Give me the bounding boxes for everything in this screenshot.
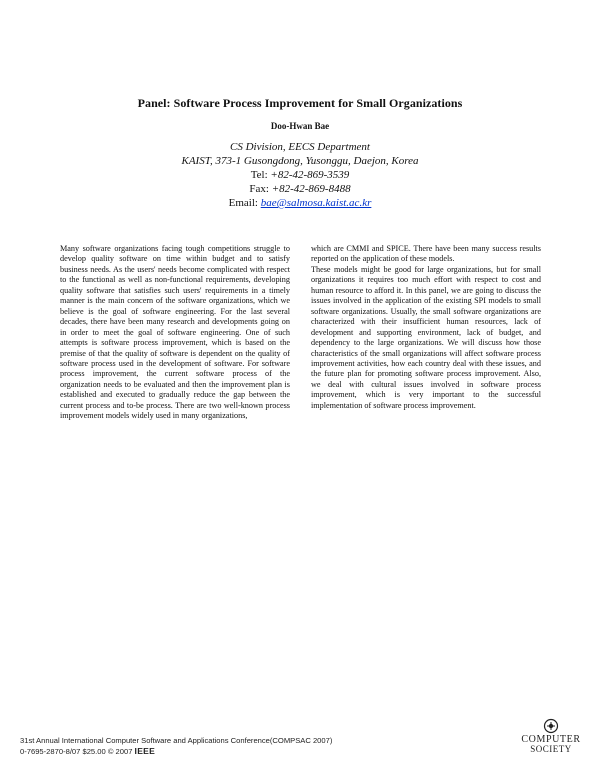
isbn-line (20, 746, 332, 757)
body-paragraph: These models might be good for large organizations, but for small organizations it requires too much effort with respect to cost and human resource to afford it. In this panel, we are going to discuss the issues involved in the application of the existing SPI models to small software organizations. Usually, the small software organizations are characterized with their insufficient human resources, lack of development and supporting environment, lack of budget, and dependency to the large organizations. We will discuss how those characteristics of the small organizations will affect software process improvement activities, how each country deal with these issues, and the future plan for promoting software process improvement. Also, we deal with cultural issues involved in software process improvement, which is very important to the successful implementation of software process improvement. (311, 264, 541, 410)
affiliation-department: CS Division, EECS Department (230, 141, 370, 153)
body-column-left (60, 244, 290, 422)
logo-text-line1: COMPUTER (521, 734, 581, 745)
affiliation-block (0, 140, 600, 210)
conference-line: 31st Annual International Computer Software and Applications Conference(COMPSAC 2007) (20, 736, 333, 745)
affiliation-fax (0, 182, 600, 196)
page-footer (20, 736, 332, 757)
email-label: Email: (228, 197, 261, 209)
author-name: Doo-Hwan Bae (270, 121, 330, 131)
ieee-logo-text: IEEE (134, 746, 156, 756)
email-link[interactable]: bae@salmosa.kaist.ac.kr (260, 197, 372, 209)
fax-number: +82-42-869-8488 (271, 183, 351, 195)
isbn-text: 0-7695-2870-8/07 $25.00 © 2007 (20, 747, 135, 756)
paper-title: Panel: Software Process Improvement for Small Organizations (137, 96, 463, 110)
body-column-right (311, 244, 541, 411)
computer-society-seal-icon (542, 718, 560, 734)
affiliation-address: KAIST, 373-1 Gusongdong, Yusonggu, Daejon, Korea (181, 155, 419, 167)
computer-society-logo (519, 718, 583, 764)
logo-text-line2: SOCIETY (530, 744, 572, 754)
tel-number: +82-42-869-3539 (270, 169, 350, 181)
tel-label: Tel: (250, 169, 271, 181)
body-paragraph: Many software organizations facing tough competitions struggle to develop quality software on time within budget and to satisfy business needs. As the users' needs become complicated with respect to the functional as well as non-functional requirements, developing quality software that satisfies such users' requirements in a timely manner is the main concern of the software organizations, which we believe is the goal of software engineering. For the last several decades, there have been many research and developments going on in order to meet the goal of software engineering. One of such attempts is software process improvement, which is based on the premise of that the quality of software is dependent on the quality of software process used in the development of software. For software process improvement, the current software process of the organization needs to be evaluated and then the improvement plan is established and executed to gradually reduce the gap between the current process and to-be process. There are two well-known process improvement models widely used in many organizations, (60, 244, 290, 421)
affiliation-tel (0, 168, 600, 182)
body-paragraph: which are CMMI and SPICE. There have been many success results reported on the application of these models. (311, 244, 541, 264)
affiliation-email (0, 196, 600, 210)
fax-label: Fax: (249, 183, 272, 195)
